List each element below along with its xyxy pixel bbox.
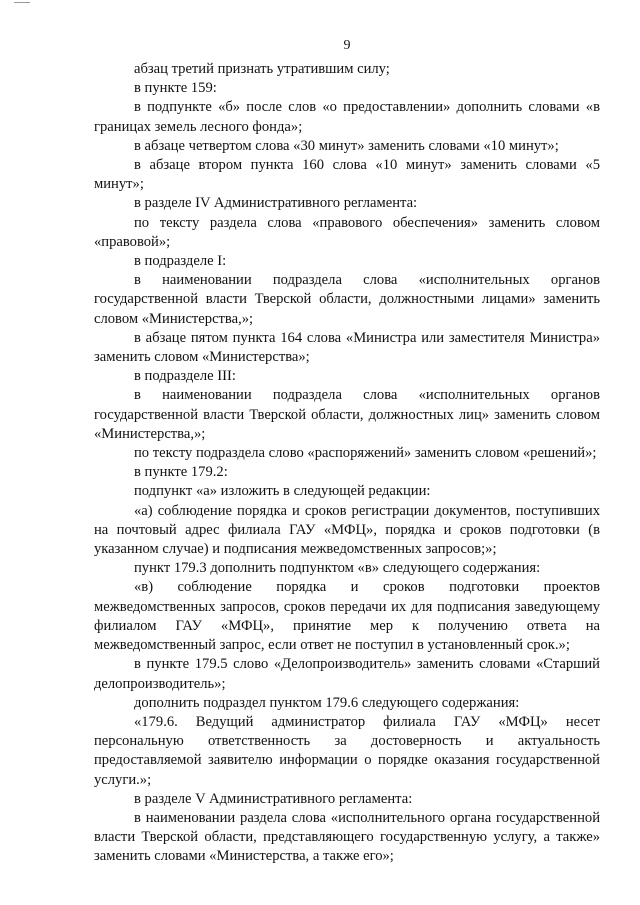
paragraph: «а) соблюдение порядка и сроков регистрации документов, поступивших на почтовый адрес филиала ГАУ «МФЦ», порядка и сроков подготовки (в указанном случае) и подписания межведомственных запросов;»;	[94, 502, 600, 558]
paragraph: в подразделе III:	[134, 368, 236, 385]
scan-edge-mark	[14, 2, 30, 5]
paragraph: дополнить подраздел пунктом 179.6 следующего содержания:	[134, 694, 520, 711]
document-body	[94, 60, 600, 867]
paragraph: абзац третий признать утратившим силу;	[134, 61, 390, 77]
paragraph: в разделе V Административного регламента:	[134, 790, 413, 807]
paragraph: в наименовании подраздела слова «исполнительных органов государственной власти Тверской области, должностных лиц» заменить словом «Министерства,»;	[94, 387, 600, 442]
paragraph: подпункт «а» изложить в следующей редакции:	[134, 483, 431, 500]
paragraph: пункт 179.3 дополнить подпунктом «в» следующего содержания:	[134, 560, 541, 577]
paragraph: «в) соблюдение порядка и сроков подготовки проектов межведомственных запросов, сроков передачи их для подписания заведующему филиалом ГАУ «МФЦ», принятие мер к получению ответа на межведомственный запрос, если ответ не поступил в установленный срок.»;	[94, 579, 600, 654]
paragraph: в абзаце четвертом слова «30 минут» заменить словами «10 минут»;	[134, 137, 559, 154]
page-number: 9	[343, 38, 351, 53]
paragraph: в пункте 179.5 слово «Делопроизводитель» заменить словами «Старший делопроизводитель»;	[94, 656, 600, 692]
paragraph: «179.6. Ведущий администратор филиала ГАУ «МФЦ» несет персональную ответственность за достоверность и актуальность предоставляемой заявителю информации о порядке оказания государственной услуги.»;	[94, 713, 600, 788]
paragraph: в подразделе I:	[134, 253, 227, 270]
paragraph: по тексту раздела слова «правового обеспечения» заменить словом «правовой»;	[94, 214, 600, 250]
paragraph: в пункте 159:	[134, 80, 217, 97]
paragraph: по тексту подраздела слово «распоряжений» заменить словом «решений»;	[134, 445, 597, 462]
paragraph: в абзаце втором пункта 160 слова «10 минут» заменить словами «5 минут»;	[94, 157, 600, 193]
paragraph: в абзаце пятом пункта 164 слова «Министра или заместителя Министра» заменить словом «Министерства»;	[94, 329, 600, 366]
paragraph: в пункте 179.2:	[134, 464, 228, 481]
paragraph: в наименовании подраздела слова «исполнительных органов государственной власти Тверской области, должностными лицами» заменить словом «Министерства,»;	[94, 272, 600, 327]
paragraph: в подпункте «б» после слов «о предоставлении» дополнить словами «в границах земель лесного фонда»;	[94, 99, 600, 135]
paragraph: в наименовании раздела слова «исполнительного органа государственной власти Тверской области, представляющего государственную услугу, а также» заменить словами «Министерства, а также его»;	[94, 809, 600, 865]
paragraph: в разделе IV Административного регламента:	[134, 195, 418, 212]
